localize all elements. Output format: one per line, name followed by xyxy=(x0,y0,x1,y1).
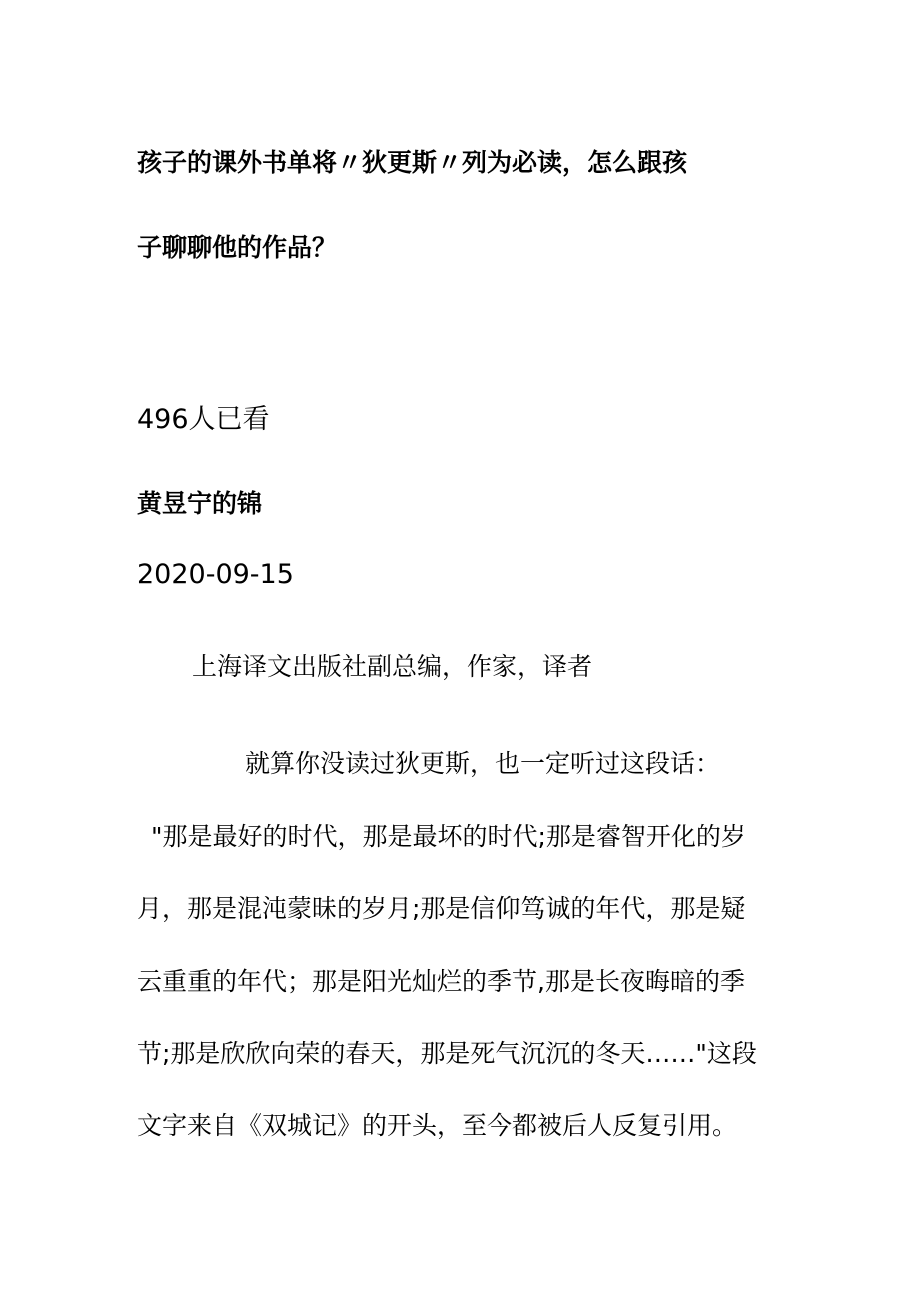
body-paragraph-line: 云重重的年代；那是阳光灿烂的季节,那是长夜晦暗的季 xyxy=(137,967,745,996)
publish-date: 2020-09-15 xyxy=(137,559,294,590)
body-paragraph-line: 就算你没读过狄更斯，也一定听过这段话： xyxy=(245,749,721,778)
body-paragraph-line: "那是最好的时代，那是最坏的时代;那是睿智开化的岁 xyxy=(151,822,746,851)
body-paragraph-line: 文字来自《双城记》的开头，至今都被后人反复引用。 xyxy=(137,1111,738,1140)
article-title-line-1: 孩子的课外书单将〃狄更斯〃列为必读，怎么跟孩 xyxy=(137,148,688,177)
body-paragraph-line: 节;那是欣欣向荣的春天，那是死气沉沉的冬天……"这段 xyxy=(137,1039,757,1068)
article-title-line-2: 子聊聊他的作品？ xyxy=(137,233,338,262)
author-name: 黄昱宁的锦 xyxy=(137,489,263,518)
author-intro: 上海译文出版社副总编，作家，译者 xyxy=(192,652,593,681)
body-paragraph-line: 月，那是混沌蒙昧的岁月;那是信仰笃诚的年代，那是疑 xyxy=(137,894,746,923)
view-count: 496人已看 xyxy=(137,404,270,435)
